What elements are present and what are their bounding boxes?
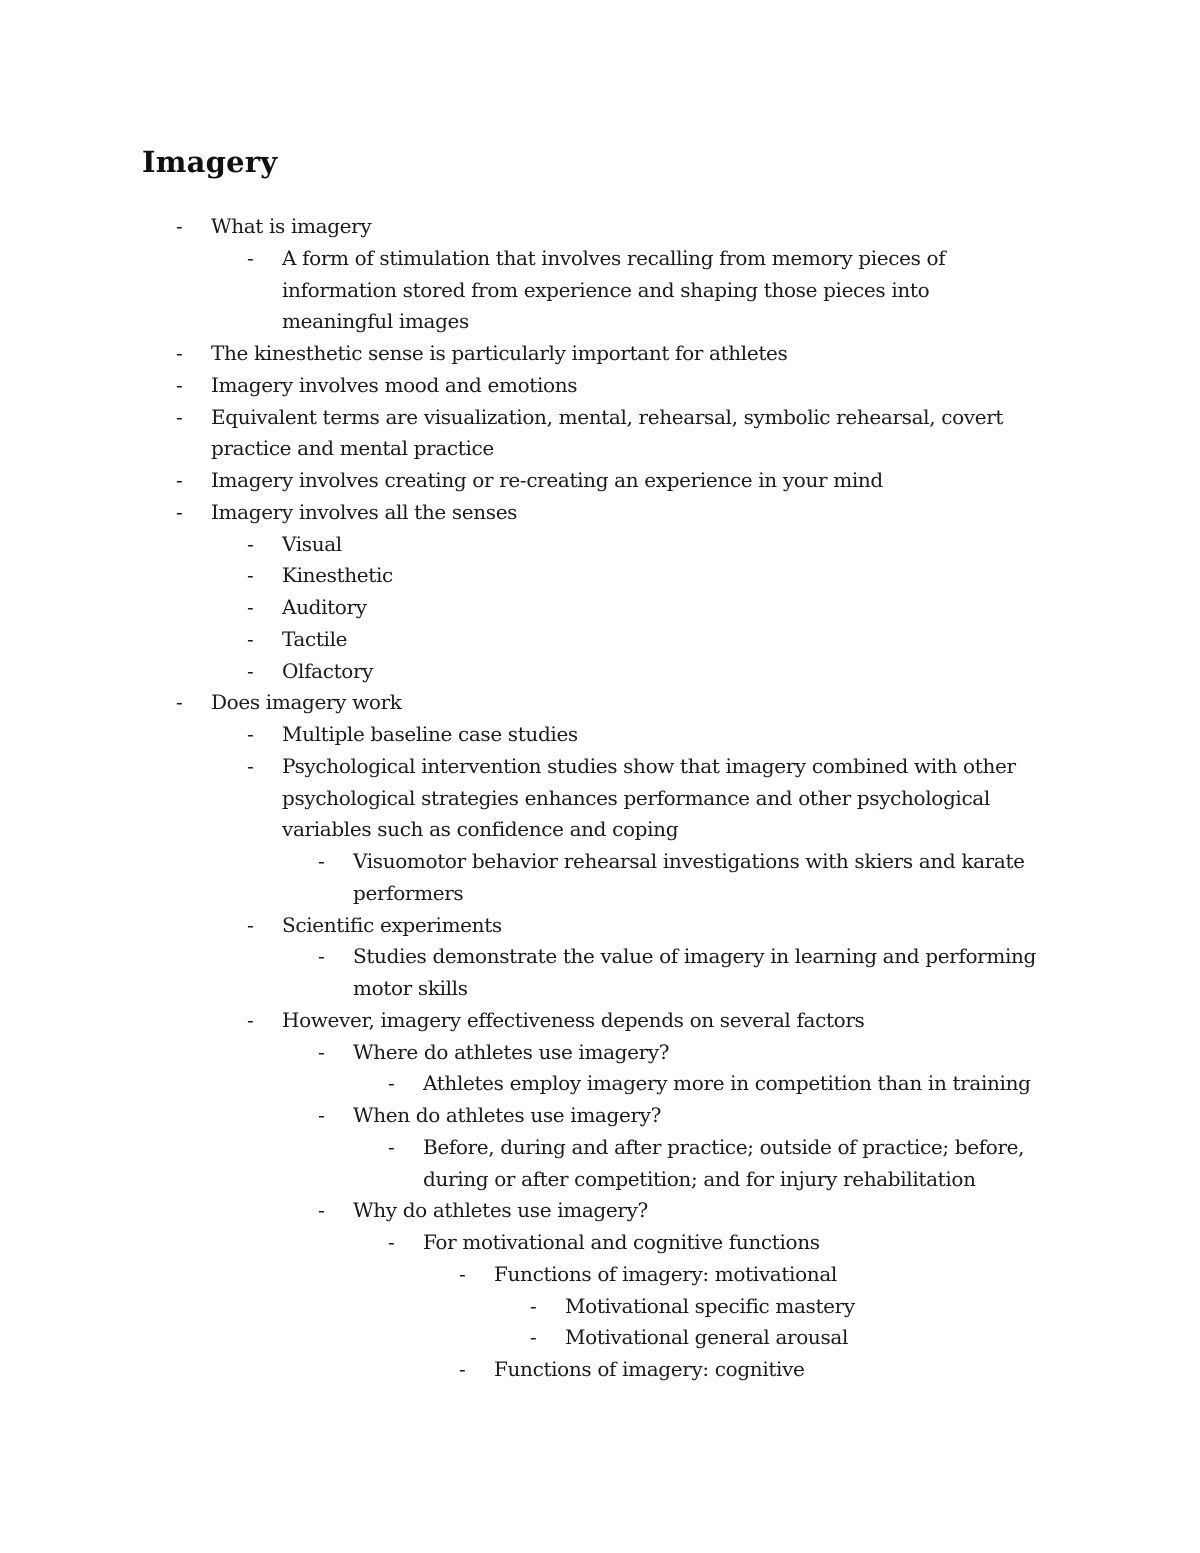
list-item-text: Before, during and after practice; outside of practice; before, during or after competition; and for injury rehabilitation	[423, 1134, 1025, 1191]
bullet-dash: -	[247, 912, 254, 937]
list-item-text: Motivational specific mastery	[565, 1293, 855, 1318]
list-item-text: Equivalent terms are visualization, mental, rehearsal, symbolic rehearsal, covert practice and mental practice	[211, 404, 1004, 461]
list-item-text: Scientific experiments	[282, 912, 502, 937]
bullet-dash: -	[388, 1230, 395, 1254]
list-item	[0, 370, 1011, 402]
list-item	[0, 592, 1027, 624]
list-item	[0, 751, 1027, 846]
list-item	[0, 560, 1027, 592]
list-item-text: For motivational and cognitive functions	[423, 1230, 820, 1254]
list-item-text: Imagery involves all the senses	[211, 499, 518, 524]
bullet-dash: -	[318, 1198, 325, 1223]
list-item	[0, 1322, 1055, 1354]
list-item-text: Imagery involves mood and emotions	[211, 372, 578, 397]
list-item	[0, 719, 1027, 751]
bullet-dash: -	[176, 690, 183, 715]
bullet-dash: -	[530, 1325, 537, 1350]
list-item-text: When do athletes use imagery?	[353, 1103, 661, 1127]
list-item	[0, 243, 1027, 338]
bullet-dash: -	[318, 849, 325, 873]
list-item	[0, 529, 1027, 561]
list-item	[0, 338, 1011, 370]
list-item-text: Motivational general arousal	[565, 1325, 848, 1350]
list-item-text: Auditory	[282, 595, 367, 619]
bullet-dash: -	[247, 531, 254, 556]
bullet-outline	[0, 211, 1200, 1386]
list-item	[0, 1005, 1027, 1037]
list-item-text: Kinesthetic	[282, 563, 393, 588]
list-item	[0, 1227, 1053, 1259]
list-item	[0, 1132, 1053, 1196]
list-item-text: Athletes employ imagery more in competition than in training	[423, 1071, 1031, 1096]
list-item-text: Where do athletes use imagery?	[353, 1039, 670, 1064]
list-item	[0, 656, 1027, 688]
list-item	[0, 1037, 1048, 1069]
list-item	[0, 1068, 1053, 1100]
list-item	[0, 465, 1011, 497]
list-item	[0, 497, 1011, 529]
list-item-text: Multiple baseline case studies	[282, 722, 578, 746]
list-item-text: Studies demonstrate the value of imagery in learning and performing motor skills	[353, 944, 1036, 1000]
bullet-dash: -	[247, 1007, 254, 1032]
list-item	[0, 1259, 1054, 1291]
list-item	[0, 211, 1011, 243]
bullet-dash: -	[176, 499, 183, 524]
list-item	[0, 1100, 1048, 1132]
page-title: Imagery	[142, 145, 278, 179]
bullet-dash: -	[388, 1134, 395, 1159]
list-item-text: Psychological intervention studies show that imagery combined with other psychological strategies enhances performance and other psychological variables such as confidence and coping	[282, 753, 1016, 842]
list-item-text: What is imagery	[211, 214, 372, 238]
bullet-dash: -	[247, 563, 254, 588]
list-item-text: A form of stimulation that involves recalling from memory pieces of information stored from experience and shaping those pieces into meaningful images	[282, 245, 946, 334]
list-item-text: Tactile	[282, 626, 348, 651]
list-item-text: Visual	[282, 531, 342, 556]
list-item-text: Imagery involves creating or re-creating an experience in your mind	[211, 468, 883, 492]
bullet-dash: -	[247, 722, 254, 746]
list-item-text: Olfactory	[282, 658, 374, 683]
list-item-text: The kinesthetic sense is particularly important for athletes	[211, 341, 788, 365]
bullet-dash: -	[247, 753, 254, 778]
list-item-text: Does imagery work	[211, 690, 402, 715]
bullet-dash: -	[459, 1261, 466, 1286]
bullet-dash: -	[459, 1357, 466, 1381]
bullet-dash: -	[318, 1039, 325, 1064]
list-item	[0, 1354, 1054, 1386]
list-item	[0, 687, 1011, 719]
bullet-dash: -	[176, 214, 183, 238]
list-item-text: Functions of imagery: cognitive	[494, 1357, 805, 1381]
bullet-dash: -	[247, 626, 254, 651]
bullet-dash: -	[176, 404, 183, 429]
list-item-text: Visuomotor behavior rehearsal investigations with skiers and karate performers	[353, 849, 1025, 905]
bullet-dash: -	[247, 595, 254, 619]
list-item	[0, 910, 1027, 942]
bullet-dash: -	[388, 1071, 395, 1096]
list-item	[0, 846, 1048, 910]
bullet-dash: -	[318, 944, 325, 969]
list-item	[0, 941, 1048, 1005]
bullet-dash: -	[176, 341, 183, 365]
list-item-text: Why do athletes use imagery?	[353, 1198, 648, 1223]
bullet-dash: -	[530, 1293, 537, 1318]
bullet-dash: -	[176, 372, 183, 397]
list-item	[0, 1291, 1055, 1323]
list-item	[0, 1195, 1048, 1227]
bullet-dash: -	[247, 245, 254, 270]
list-item	[0, 402, 1011, 466]
list-item-text: However, imagery effectiveness depends on several factors	[282, 1007, 865, 1032]
bullet-dash: -	[176, 468, 183, 492]
list-item	[0, 624, 1027, 656]
bullet-dash: -	[318, 1103, 325, 1127]
bullet-dash: -	[247, 658, 254, 683]
list-item-text: Functions of imagery: motivational	[494, 1261, 837, 1286]
